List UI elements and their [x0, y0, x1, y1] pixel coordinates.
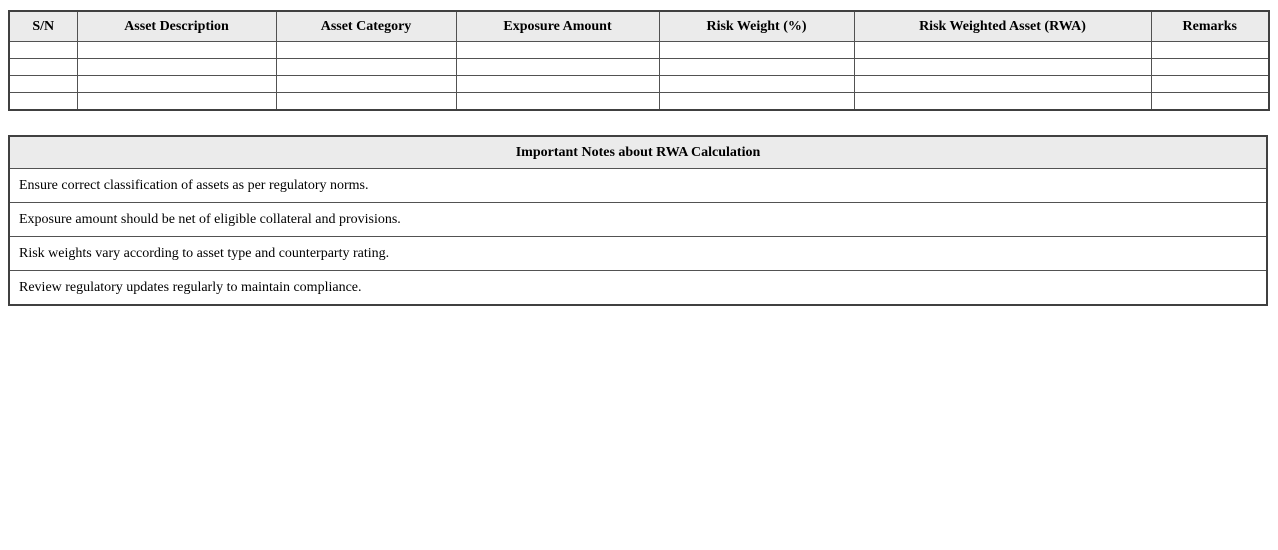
note-row [9, 203, 1267, 237]
column-header-risk-weighted-asset: Risk Weighted Asset (RWA) [854, 11, 1151, 42]
note-item: Exposure amount should be net of eligible collateral and provisions. [9, 203, 1267, 237]
note-row [9, 271, 1267, 306]
column-header-asset-category: Asset Category [276, 11, 456, 42]
column-header-exposure-amount: Exposure Amount [456, 11, 659, 42]
empty-cell-sn [9, 59, 77, 76]
empty-cell-risk-weighted-asset [854, 59, 1151, 76]
empty-cell-risk-weight [659, 42, 854, 59]
empty-cell-exposure-amount [456, 76, 659, 93]
notes-title: Important Notes about RWA Calculation [9, 136, 1267, 169]
rwa-table-empty-row [9, 93, 1269, 111]
empty-cell-asset-category [276, 59, 456, 76]
note-item: Ensure correct classification of assets as per regulatory norms. [9, 169, 1267, 203]
empty-cell-risk-weight [659, 59, 854, 76]
empty-cell-sn [9, 93, 77, 111]
empty-cell-remarks [1151, 76, 1269, 93]
important-notes-table [8, 135, 1268, 306]
empty-cell-risk-weighted-asset [854, 93, 1151, 111]
empty-cell-asset-description [77, 42, 276, 59]
empty-cell-risk-weighted-asset [854, 42, 1151, 59]
note-row [9, 169, 1267, 203]
rwa-table-empty-row [9, 59, 1269, 76]
empty-cell-exposure-amount [456, 59, 659, 76]
empty-cell-remarks [1151, 42, 1269, 59]
empty-cell-exposure-amount [456, 42, 659, 59]
column-header-sn: S/N [9, 11, 77, 42]
empty-cell-remarks [1151, 59, 1269, 76]
empty-cell-asset-category [276, 76, 456, 93]
empty-cell-sn [9, 76, 77, 93]
note-item: Risk weights vary according to asset type and counterparty rating. [9, 237, 1267, 271]
column-header-risk-weight: Risk Weight (%) [659, 11, 854, 42]
empty-cell-remarks [1151, 93, 1269, 111]
empty-cell-asset-description [77, 93, 276, 111]
rwa-table-empty-row [9, 42, 1269, 59]
column-header-asset-description: Asset Description [77, 11, 276, 42]
empty-cell-asset-description [77, 76, 276, 93]
note-row [9, 237, 1267, 271]
empty-cell-asset-description [77, 59, 276, 76]
empty-cell-risk-weight [659, 93, 854, 111]
notes-header-row [9, 136, 1267, 169]
empty-cell-asset-category [276, 42, 456, 59]
empty-cell-exposure-amount [456, 93, 659, 111]
note-item: Review regulatory updates regularly to maintain compliance. [9, 271, 1267, 306]
rwa-table-empty-row [9, 76, 1269, 93]
column-header-remarks: Remarks [1151, 11, 1269, 42]
rwa-table-header-row [9, 11, 1269, 42]
empty-cell-risk-weight [659, 76, 854, 93]
rwa-worksheet-table [8, 10, 1270, 111]
empty-cell-asset-category [276, 93, 456, 111]
empty-cell-sn [9, 42, 77, 59]
empty-cell-risk-weighted-asset [854, 76, 1151, 93]
